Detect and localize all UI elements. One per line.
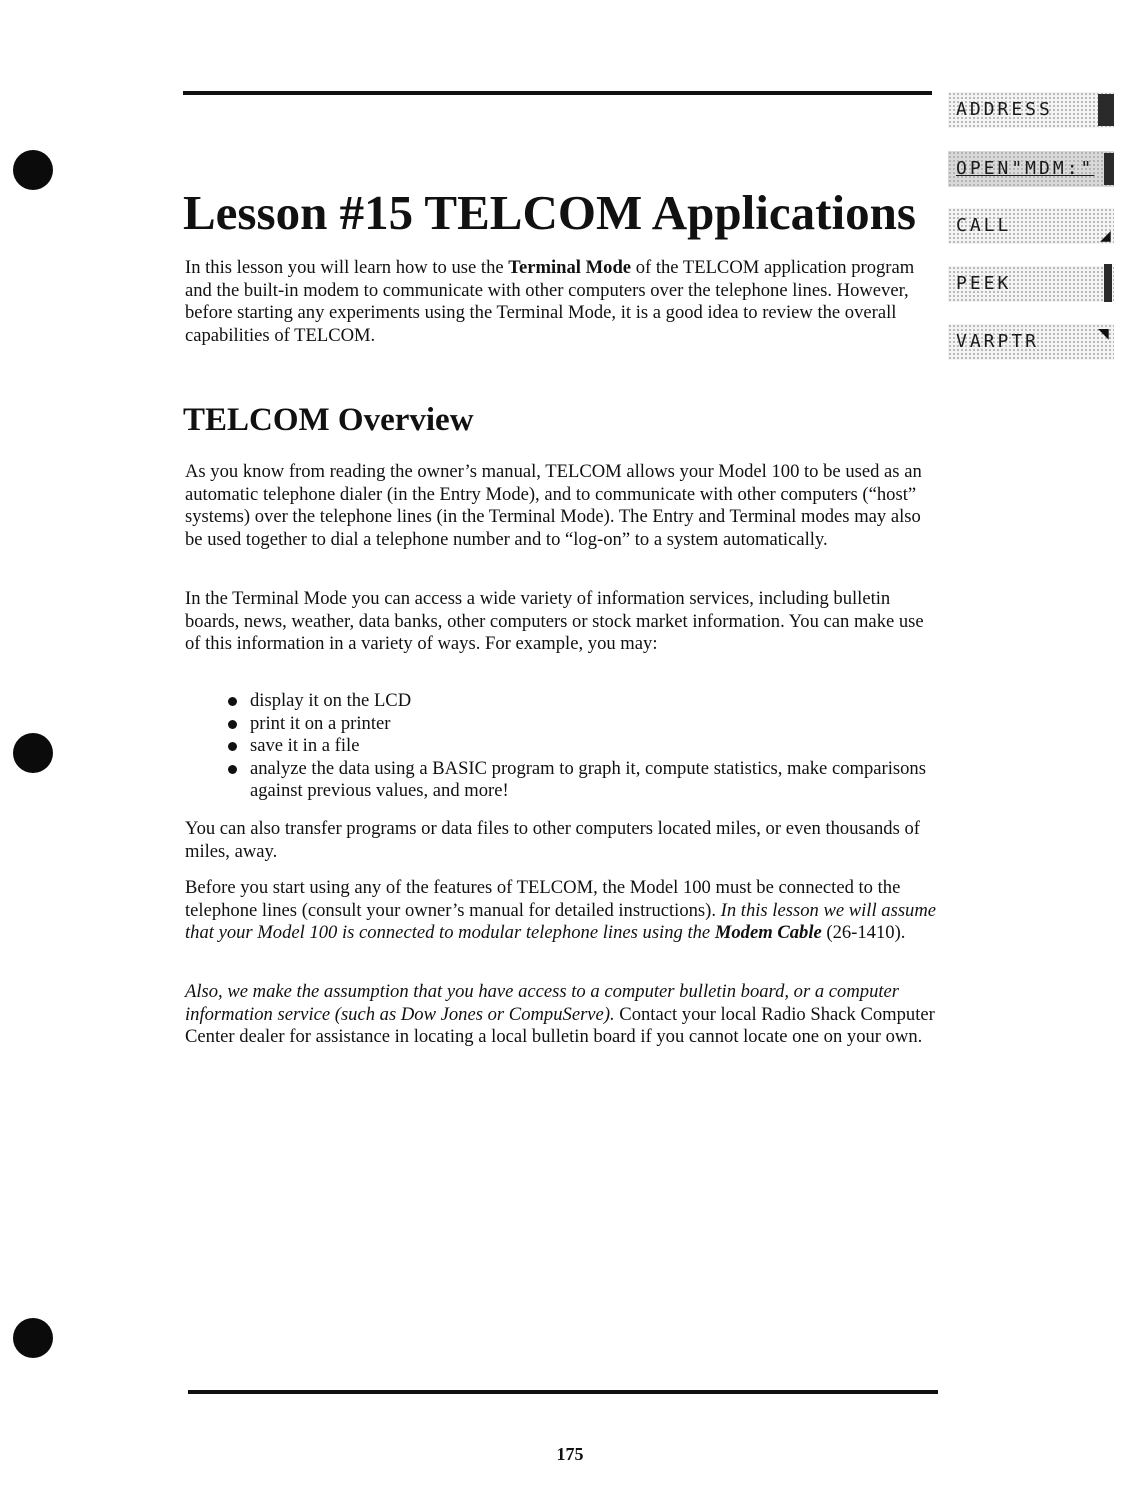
intro-text: In this lesson you will learn how to use the (185, 257, 509, 278)
bullet-icon (228, 765, 237, 774)
list-item-text: analyze the data using a BASIC program to graph it, compute statistics, make comparisons against previous values, and more! (250, 757, 926, 802)
overview-paragraph-2: In the Terminal Mode you can access a wide variety of information services, including bulletin boards, news, weather, data banks, other computers or stock market information. You can make use of this information in a variety of ways. For example, you may: (185, 588, 924, 655)
paragraph-text-end: (26-1410). (821, 922, 906, 944)
binder-hole-middle (13, 733, 53, 773)
list-item-text: save it in a file (250, 735, 360, 757)
keyword-tabs (948, 82, 1116, 372)
tab-end-marker (1104, 264, 1112, 302)
page-title: Lesson #15 TELCOM Applications (183, 185, 916, 240)
bullet-icon (228, 697, 237, 706)
overview-paragraph-5 (185, 981, 937, 1049)
tab-end-marker (1098, 94, 1114, 126)
keyword-tab-varptr (948, 324, 1114, 360)
keyword-tab-peek (948, 266, 1114, 302)
keyword-tab-label: ADDRESS (956, 99, 1053, 120)
paragraph-text: Before you start using any of the features of TELCOM, the Model 100 must be connected to the telephone lines (consult your owner’s manual for detailed instructions). (185, 877, 901, 921)
keyword-tab-label: PEEK (956, 273, 1012, 294)
list-item (228, 758, 940, 803)
intro-paragraph (185, 257, 930, 347)
binder-hole-top (13, 150, 53, 190)
intro-text-rest: of the TELCOM application program and the built-in modem to communicate with other computers over the telephone lines. However, before starting any experiments using the Terminal Mode, it is a good idea to review the overall capabilities of TELCOM. (185, 257, 915, 346)
keyword-tab-call (948, 208, 1114, 244)
footer-rule (188, 1390, 938, 1394)
keyword-tab-label: VARPTR (956, 331, 1040, 352)
keyword-tab-label: CALL (956, 215, 1012, 236)
list-item (228, 690, 940, 713)
corner-triangle-icon: ◥ (1098, 326, 1112, 342)
binder-hole-bottom (13, 1318, 53, 1358)
page-number: 175 (556, 1444, 584, 1464)
keyword-tab-address (948, 92, 1114, 128)
tab-end-marker (1104, 153, 1114, 185)
keyword-tab-open-mdm (948, 151, 1114, 187)
list-item (228, 735, 940, 758)
intro-bold-term: Terminal Mode (508, 257, 632, 278)
header-rule (183, 91, 932, 95)
bullet-icon (228, 742, 237, 751)
overview-paragraph-4 (185, 877, 937, 945)
keyword-tab-label: OPEN"MDM:" (956, 158, 1095, 179)
paragraph-italic-text: In this lesson we will assume that your Model 100 is connected to modular telephone lines using the (185, 899, 937, 944)
overview-paragraph-1: As you know from reading the owner’s manual, TELCOM allows your Model 100 to be used as an automatic telephone dialer (in the Entry Mode), and to communicate with other computers (“host” systems) over the telephone lines (in the Terminal Mode). The Entry and Terminal modes may also be used together to dial a telephone number and to “log-on” to a system automatically. (185, 461, 922, 550)
corner-triangle-icon: ◢ (1100, 228, 1114, 244)
paragraph-bold-italic-term: Modem Cable (714, 922, 822, 944)
list-item (228, 713, 940, 736)
capabilities-list (228, 690, 940, 803)
paragraph-italic-text: Also, we make the assumption that you have access to a computer bulletin board, or a computer information service (such as Dow Jones or CompuServe). (185, 981, 900, 1025)
paragraph-text: Contact your local Radio Shack Computer Center dealer for assistance in locating a local bulletin board if you cannot locate one on your own. (185, 1003, 935, 1048)
overview-paragraph-3: You can also transfer programs or data files to other computers located miles, or even thousands of miles, away. (185, 818, 920, 862)
list-item-text: print it on a printer (250, 712, 391, 734)
section-heading: TELCOM Overview (183, 402, 474, 438)
bullet-icon (228, 720, 237, 729)
list-item-text: display it on the LCD (250, 690, 412, 711)
